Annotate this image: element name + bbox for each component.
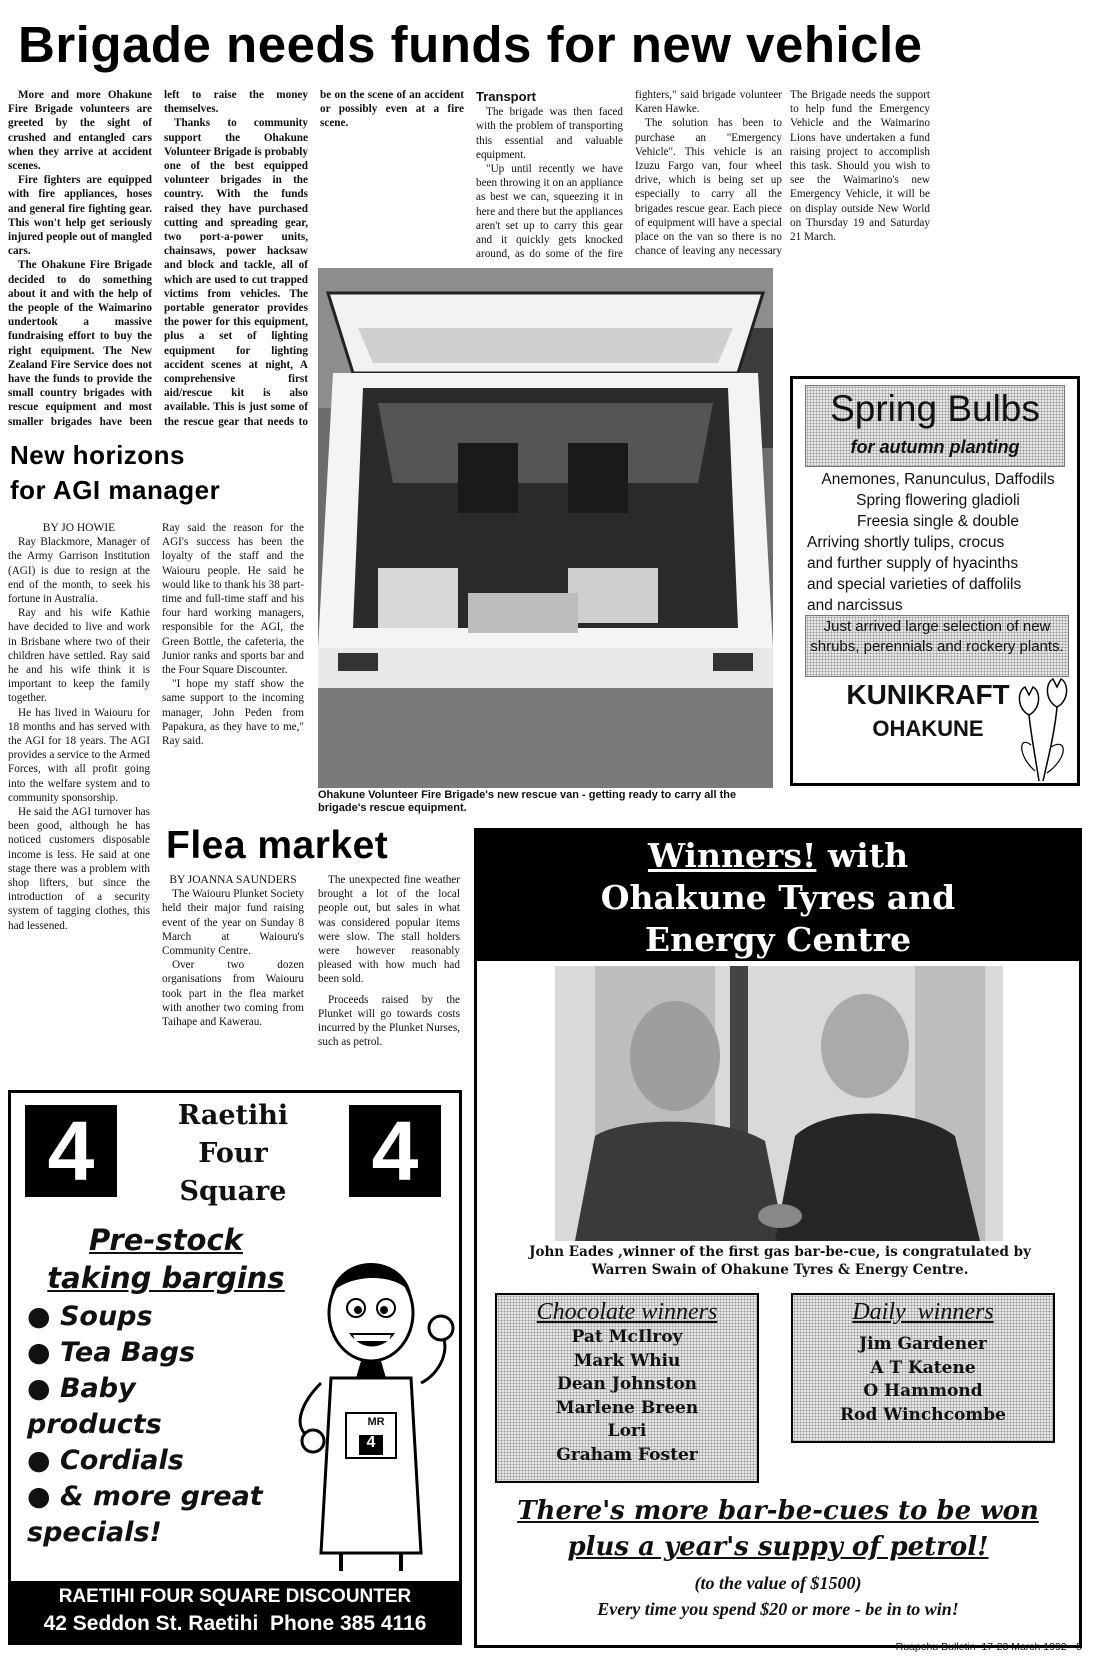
page-footer: Ruapehu Bulletin 17-23 March 1992 • 5 [895, 1641, 1082, 1653]
daily-winners-list [791, 1333, 1055, 1427]
tyres-title-line3: Energy Centre [644, 920, 912, 959]
story-paragraph: Fire fighters are equipped with fire appliances, hoses and general fire fighting gear. This won't help get seriously injured people out of mangled cars. [8, 174, 152, 258]
chocolate-winners-heading: Chocolate winners [536, 1299, 718, 1325]
spring-bulbs-subtitle: for autumn planting [850, 437, 1020, 457]
agi-paragraph: He has lived in Waiouru for 18 months and has served with the AGI for 18 years. The AGI provides a service to the Armed Forces, with all profit going into the welfare system and to community sponsorship. [8, 706, 150, 804]
chocolate-winners-list [495, 1326, 759, 1467]
foursquare-logo-number: 4 [47, 1104, 95, 1198]
daily-winner: A T Katene [870, 1357, 976, 1378]
mascot-apron-number: 4 [366, 1434, 376, 1451]
foursquare-footer-line1: RAETIHI FOUR SQUARE DISCOUNTER [58, 1586, 412, 1607]
bargain-item: ● Tea Bags [27, 1337, 196, 1368]
bargains-heading-line: Pre-stock [89, 1223, 243, 1257]
chocolate-winner: Lori [607, 1421, 647, 1441]
winners-caption-line1: John Eades ,winner of the first gas bar-be-cue, is congratulated by [529, 1244, 1031, 1260]
tyres-title-line2: Ohakune Tyres and [600, 878, 956, 917]
spring-bulbs-line: Anemones, Ranunculus, Daffodils [821, 471, 1055, 488]
story-subhead: Transport [476, 89, 536, 104]
tyres-ad [474, 828, 1082, 1648]
chocolate-winner: Graham Foster [556, 1444, 698, 1465]
flea-paragraph: Proceeds raised by the Plunket will go towards costs incurred by the Plunket Nurses, such as petrol. [318, 993, 460, 1049]
kunikraft-town: OHAKUNE [872, 716, 984, 741]
flea-paragraph: The Waiouru Plunket Society held their major fund raising event of the year on Sunday 8 March at Waiouru's Community Centre. [162, 888, 304, 958]
foursquare-store-name [121, 1097, 345, 1211]
store-name-line: Four [198, 1138, 268, 1169]
bargain-item: ● Cordials [27, 1445, 184, 1476]
story-paragraph: "Up until recently we have been throwing it on an appliance as best we can, squeezing it in here and there but the appliances aren't set up to carry this gear and it quickly gets knocked around, as do some of the fire fighters," said brigade volunteer Karen Hawke. [476, 89, 782, 261]
store-name-line: Raetihi [177, 1100, 289, 1131]
story-paragraph: The brigade was then faced with the problem of transporting this essential and valuable equipment. [476, 106, 623, 161]
agi-paragraph: Ray and his wife Kathie have decided to live and work in Brisbane where two of their children have settled. Ray said he and his wife think it is important to keep the family together. [8, 607, 150, 705]
chocolate-winner: Mark Whiu [573, 1350, 681, 1371]
promo-line1: There's more bar-be-cues to be won [517, 1496, 1039, 1526]
foursquare-logo-left [25, 1105, 117, 1197]
agi-headline-line1: New horizons [10, 440, 186, 470]
daily-winners-heading: Daily winners [852, 1299, 994, 1325]
flea-story-col1 [162, 873, 304, 1083]
spring-bulbs-ad [790, 376, 1080, 786]
agi-paragraph: Ray Blackmore, Manager of the Army Garrison Institution (AGI) is due to resign at the end of the month, to seek his fortune in Australia. [8, 536, 150, 606]
bargain-item: products [27, 1409, 162, 1440]
main-story-columns-far-right [790, 88, 1082, 368]
flea-byline: BY JOANNA SAUNDERS [169, 874, 297, 886]
spring-bulbs-title: Spring Bulbs [830, 388, 1040, 429]
foursquare-logo-number: 4 [371, 1104, 419, 1198]
flea-story-col2 [318, 873, 460, 1083]
story-paragraph: More and more Ohakune Fire Brigade volunteers are greeted by the sight of crushed and entangled cars when they arrive at accident scenes. [8, 89, 152, 173]
winners-photo [555, 966, 1003, 1241]
chocolate-winner: Pat McIlroy [571, 1327, 683, 1347]
bargain-item: ● Soups [27, 1301, 153, 1332]
bargains-heading [31, 1221, 301, 1297]
kunikraft-name: KUNIKRAFT [846, 679, 1010, 710]
spring-bulbs-line: Spring flowering gladioli [856, 492, 1020, 509]
foursquare-ad [8, 1090, 462, 1645]
spring-bulbs-list [801, 469, 1075, 532]
van-illustration [318, 268, 773, 788]
story-paragraph: The Brigade needs the support to help fund the Emergency Vehicle and the Waimarino Lions have undertaken a fund raising project to accomplish this task. Should you wish to see the Waimarino's new Emergency Vehicle, it will be on display outside New World on Thursday 19 and Saturday 21 March. [790, 89, 930, 244]
bargain-item: ● Baby [27, 1373, 136, 1404]
spring-bulbs-line: Freesia single & double [857, 513, 1019, 530]
tyres-title-line1: Winners! with [647, 836, 909, 875]
promo-terms: Every time you spend $20 or more - be in to win! [597, 1599, 959, 1619]
story-paragraph: The solution has been to purchase an "Emergency Vehicle". This vehicle is an Izuzu Fargo van, four wheel drive, which is being set up especially to carry all the brigades rescue gear. Each piece of equipment will have a special place on the van so there is no chance of leaving any necessary [635, 117, 782, 258]
spring-bulbs-line: and narcissus [807, 597, 903, 614]
promo-value: (to the value of $1500) [694, 1573, 862, 1593]
mr-four-mascot-icon [291, 1253, 461, 1573]
agi-paragraph: He said the AGI turnover has been good, although he has noticed customers disposable income is less. He said at one stage there was a problem with shop lifters, but since the introduction of a security system of tagging clothes, this had lessened. [8, 806, 150, 932]
flea-headline: Flea market [166, 824, 389, 867]
bargains-list [27, 1299, 317, 1551]
mascot-apron-label: MR [367, 1416, 385, 1428]
main-story-columns-right [476, 88, 782, 266]
agi-byline: BY JO HOWIE [42, 522, 116, 534]
story-paragraph: Thanks to community support the Ohakune Volunteer Brigade is probably one of the best equipped volunteer brigades in the country. With the funds raised they have purchased cutting and spreading gear, two port-a-power units, chainsaws, power hacksaw and block and tackle, all of which are used to cut trapped victims from vehicles. The portable generator provides the power for this equipment, plus a set of lighting equipment for lighting accident scenes at night, A comprehensive first aid/rescue kit is also available. This is just some of the rescue gear that needs to be on the scene of an accident or possibly even at a fire scene. [164, 89, 464, 428]
winners-caption [481, 1243, 1079, 1279]
spring-bulbs-line: Arriving shortly tulips, crocus [807, 534, 1005, 551]
tulip-icon [1011, 675, 1075, 785]
winners-caption-line2: Warren Swain of Ohakune Tyres & Energy Centre. [591, 1262, 969, 1278]
promo-line2: plus a year's suppy of petrol! [567, 1532, 989, 1562]
store-name-line: Square [179, 1176, 287, 1207]
flea-paragraph: The unexpected fine weather brought a lot of the local people out, but sales in what was considered popular items were slow. The stall holders were however reasonably pleased with how much had been sold. [318, 874, 460, 986]
agi-paragraph: Ray said the reason for the AGI's success has been the loyalty of the staff and the Waiouru people. He said he would like to thank his 38 part-time and full-time staff and his four hard working managers, responsible for the AGI, the Green Bottle, the cafeteria, the Junior ranks and sports bar and the Four Square Discounter. [162, 522, 304, 677]
bargain-item: specials! [27, 1517, 162, 1548]
agi-paragraph: "I hope my staff show the same support to the incoming manager, John Peden from Papakura, as they have to me," Ray said. [162, 678, 304, 748]
bargain-item: ● & more great [27, 1481, 263, 1512]
chocolate-winner: Dean Johnston [556, 1374, 698, 1394]
agi-story-col1 [8, 521, 150, 1071]
agi-headline-line2: for AGI manager [10, 475, 221, 505]
rescue-van-caption: Ohakune Volunteer Fire Brigade's new rescue van - getting ready to carry all the brigade's rescue equipment. [318, 789, 737, 814]
foursquare-footer [11, 1581, 459, 1642]
main-headline: Brigade needs funds for new vehicle [18, 16, 923, 73]
agi-headline [10, 438, 310, 508]
agi-story-col2 [162, 521, 304, 821]
story-paragraph: The Ohakune Fire Brigade decided to do something about it and with the help of the people of the Waimarino undertook a massive fundraising effort to buy the right equipment. The New Zealand Fire Service does not have the funds to provide the small country brigades with rescue equipment and most smaller brigades have been left to raise the money themselves. [8, 89, 308, 428]
spring-bulbs-notice: Just arrived large selection of new shrubs, perennials and rockery plants. [805, 615, 1069, 677]
spring-bulbs-line: and further supply of hyacinths [807, 555, 1019, 572]
tyres-ad-title [477, 835, 1079, 961]
daily-winner: O Hammond [863, 1381, 983, 1401]
chocolate-winner: Marlene Breen [555, 1397, 699, 1418]
bargains-heading-line: taking bargins [47, 1261, 285, 1295]
winners-illustration [555, 966, 1003, 1241]
rescue-van-photo [318, 268, 773, 788]
foursquare-footer-line2: 42 Seddon St. Raetihi Phone 385 4116 [43, 1612, 427, 1635]
foursquare-logo-right [349, 1105, 441, 1197]
spring-bulbs-line: and special varieties of daffolils [807, 576, 1022, 593]
spring-bulbs-list2 [807, 532, 1077, 616]
daily-winner: Jim Gardener [859, 1334, 987, 1354]
daily-winner: Rod Winchcombe [840, 1404, 1006, 1425]
flea-paragraph: Over two dozen organisations from Waiouru took part in the flea market with another two coming from Taihape and Kawerau. [162, 959, 304, 1029]
